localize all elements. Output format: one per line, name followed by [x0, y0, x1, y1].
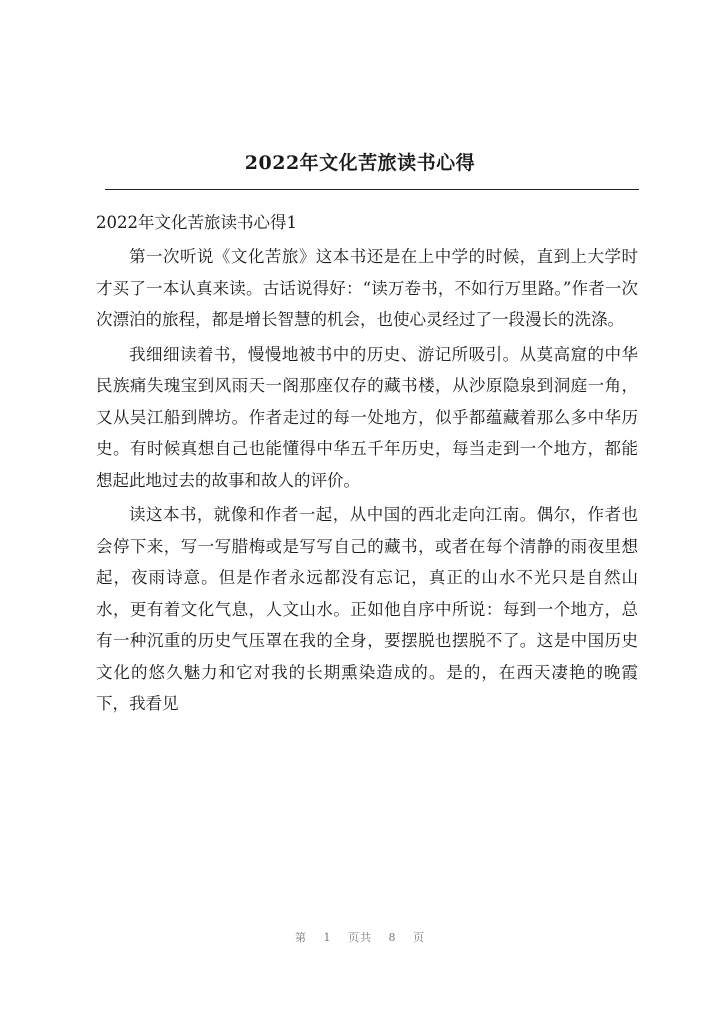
footer-suffix: 页 [413, 931, 425, 944]
footer-page-number: 1 [323, 931, 332, 944]
title-divider [105, 189, 639, 190]
paragraph-3: 读这本书，就像和作者一起，从中国的西北走向江南。偶尔，作者也会停下来，写一写腊梅或是写写自己的藏书，或者在每个清静的雨夜里想起，夜雨诗意。但是作者永远都没有忘记，真正的山水不光只是自然山水，更有着文化气息，人文山水。正如他自序中所说：每到一个地方，总有一种沉重的历史气压罩在我的全身，要摆脱也摆脱不了。这是中国历史文化的悠久魅力和它对我的长期熏染造成的。是的，在西天凄艳的晚霞下，我看见 [96, 505, 638, 713]
paragraph-2: 我细细读着书，慢慢地被书中的历史、游记所吸引。从莫高窟的中华民族痛失瑰宝到风雨天一阁那座仅存的藏书楼，从沙原隐泉到洞庭一角，又从吴江船到牌坊。作者走过的每一处地方，似乎都蕴藏着那么多中华历史。有时候真想自己也能懂得中华五千年历史，每当走到一个地方，都能想起此地过去的故事和故人的评价。 [96, 344, 638, 490]
body-text [96, 241, 638, 723]
footer-middle: 页共 [348, 931, 372, 944]
paragraph-1: 第一次听说《文化苦旅》这本书还是在上中学的时候，直到上大学时才买了一本认真来读。古话说得好：“读万卷书，不如行万里路。”作者一次次漂泊的旅程，都是增长智慧的机会，也使心灵经过了一段漫长的洗涤。 [96, 247, 638, 329]
page-footer [0, 929, 720, 945]
page-title: 2022年文化苦旅读书心得 [244, 152, 476, 174]
footer-prefix: 第 [295, 931, 307, 944]
section-heading: 2022年文化苦旅读书心得1 [96, 213, 297, 232]
footer-total-pages: 8 [388, 931, 397, 944]
